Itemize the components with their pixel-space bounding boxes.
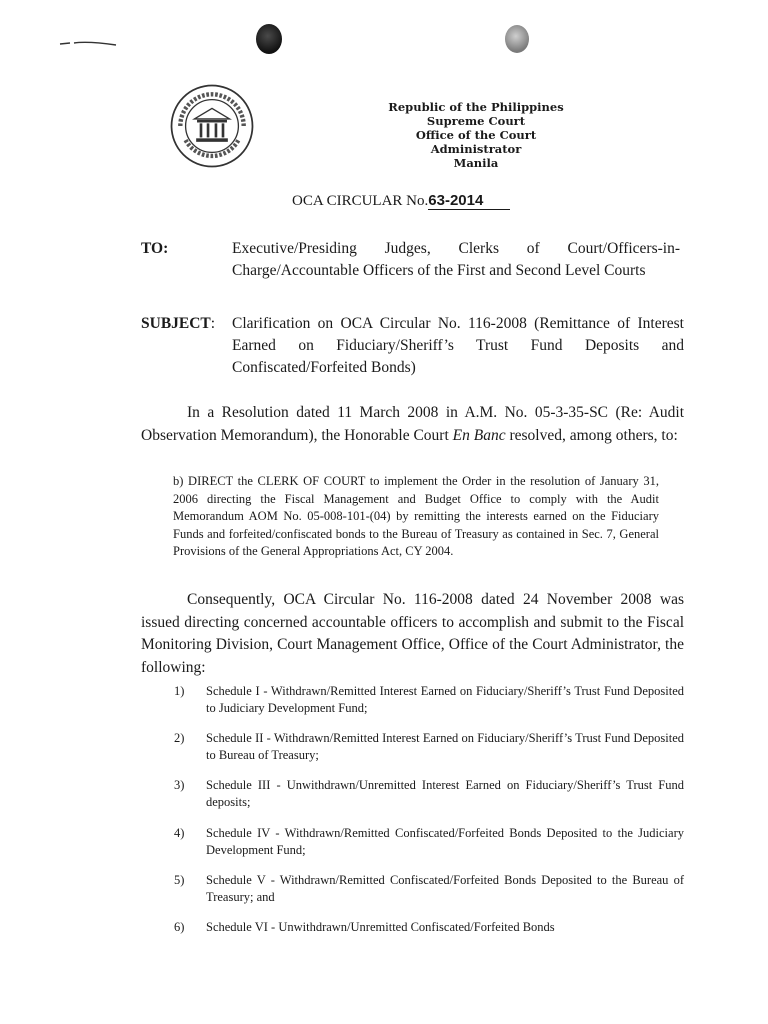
list-item-text: Schedule V - Withdrawn/Remitted Confiscated/Forfeited Bonds Deposited to the Bureau of Treasury; and xyxy=(206,872,684,904)
letterhead-republic: Republic of the Philippines xyxy=(388,100,564,114)
punch-hole-icon xyxy=(505,25,529,53)
subject-text: Clarification on OCA Circular No. 116-2008 (Remittance of Interest Earned on Fiduciary/Sheriff’s Trust Fund Deposits and Confiscated/Forfeited Bonds) xyxy=(232,315,684,376)
letterhead-supreme-court: Supreme Court xyxy=(426,114,526,128)
list-item xyxy=(174,683,684,717)
to-label: TO: xyxy=(141,240,169,257)
list-item-text: Schedule II - Withdrawn/Remitted Interest Earned on Fiduciary/Sheriff’s Trust Fund Deposited to Bureau of Treasury; xyxy=(206,731,684,763)
list-item xyxy=(174,919,684,936)
letterhead-city: Manila xyxy=(453,156,499,170)
subject-label: SUBJECT xyxy=(141,315,211,332)
schedule-list xyxy=(174,683,684,949)
circular-number-line xyxy=(292,192,510,210)
list-item-number: 4) xyxy=(174,825,185,840)
paragraph-resolution xyxy=(141,402,684,447)
list-item-number: 6) xyxy=(174,919,185,934)
letterhead-office: Office of the Court Administrator xyxy=(415,128,537,156)
list-item-number: 3) xyxy=(174,778,185,793)
list-item xyxy=(174,825,684,859)
list-item-text: Schedule I - Withdrawn/Remitted Interest Earned on Fiduciary/Sheriff’s Trust Fund Deposited to Judiciary Development Fund; xyxy=(206,684,684,715)
paragraph-consequently xyxy=(141,589,684,679)
list-item-text: Schedule IV - Withdrawn/Remitted Confiscated/Forfeited Bonds Deposited to the Judiciary Development Fund; xyxy=(206,825,684,857)
list-item-number: 2) xyxy=(174,731,185,746)
court-seal-icon xyxy=(168,82,256,170)
circular-label: OCA CIRCULAR No. xyxy=(292,193,429,209)
list-item-text: Schedule III - Unwithdrawn/Unremitted Interest Earned on Fiduciary/Sheriff’s Trust Fund deposits; xyxy=(206,778,684,810)
punch-hole-icon xyxy=(256,24,282,54)
letterhead xyxy=(376,100,576,170)
subject-label-line xyxy=(141,313,215,335)
pen-mark-icon xyxy=(58,38,118,48)
para1-text-after: resolved, among others, to: xyxy=(505,426,678,444)
list-item xyxy=(174,872,684,906)
subject-colon: : xyxy=(210,315,216,332)
to-recipients: Executive/Presiding Judges, Clerks of Court/Officers-in-Charge/Accountable Officers of the First and Second Level Courts xyxy=(232,240,680,279)
list-item-number: 1) xyxy=(174,684,185,698)
list-item-number: 5) xyxy=(174,872,185,887)
list-item-text: Schedule VI - Unwithdrawn/Unremitted Confiscated/Forfeited Bonds xyxy=(206,919,555,934)
list-item xyxy=(174,730,684,764)
para2-text: Consequently, OCA Circular No. 116-2008 dated 24 November 2008 was issued directing concerned accountable officers to accomplish and submit to the Fiscal Monitoring Division, Court Management Office, Office of the Court Administrator, the following: xyxy=(141,591,684,676)
para1-en-banc: En Banc xyxy=(452,426,506,444)
list-item xyxy=(174,777,684,811)
quoted-directive: b) DIRECT the CLERK OF COURT to implement the Order in the resolution of January 31, 2006 directing the Fiscal Management and Budget Office to comply with the Audit Memorandum AOM No. 05-008-101-(04) by remitting the interests earned on the Fiduciary Funds and forfeited/confiscated bonds to the Bureau of Treasury as contained in Sec. 7, General Provisions of the General Appropriations Act, CY 2004. xyxy=(173,474,659,558)
circular-number: 63-2014 xyxy=(428,192,510,210)
para1-text-before: In a Resolution dated 11 March 2008 in A.M. No. 05-3-35-SC (Re: Audit Observation Memorandum), the Honorable Court xyxy=(141,404,684,444)
